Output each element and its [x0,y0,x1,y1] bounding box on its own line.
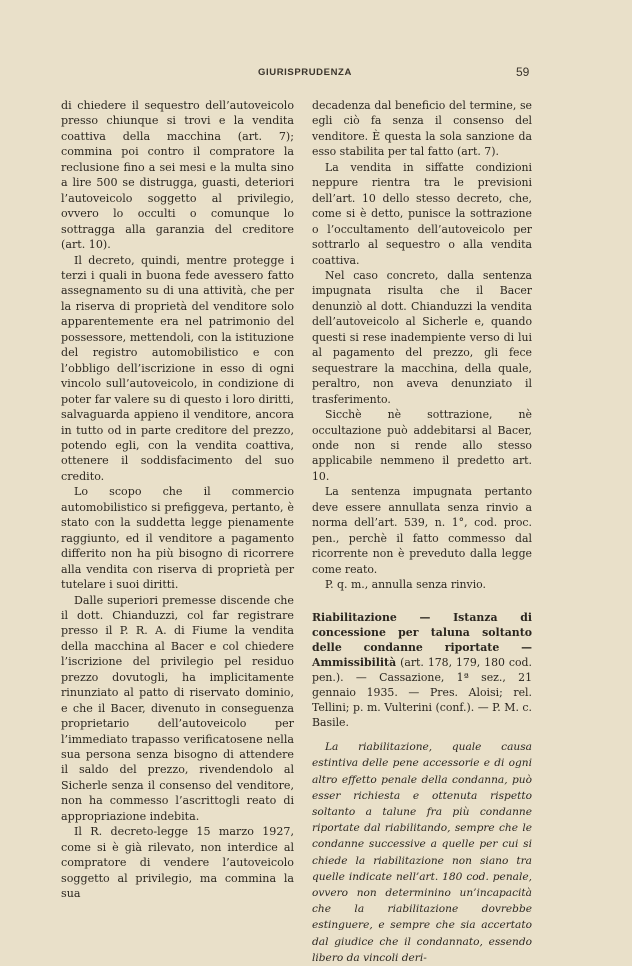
maxim-title: Riabilitazione — Istanza di concessione per taluna soltanto delle condanne riportate — Ammissibilità [312,610,532,669]
page-header [0,66,632,82]
paragraph: La vendita in siffatte condizioni neppure rientra tra le previsioni dell’art. 10 dello stesso decreto, che, come si è detto, punisce la sottrazione o l’occultamento dell’autoveicolo per sottrarlo al sequestro o alla vendita coattiva. [312,160,532,267]
paragraph: La sentenza impugnata pertanto deve essere annullata senza rinvio a norma dell’art. 539, n. 1°, cod. proc. pen., perchè il fatto commesso dal ricorrente non è preveduto dalla legge come reato. [312,485,532,576]
paragraph: P. q. m., annulla senza rinvio. [325,578,487,592]
paragraph: di chiedere il sequestro dell’autoveicolo presso chiunque si trovi e la vendita coattiva della macchina (art. 7); commina poi contro il compratore la reclusione fino a sei mesi e la multa sino a lire 500 se distrugga, guasti, deteriori l’autoveicolo soggetto al privilegio, ovvero lo occulti o comunque lo sottragga alla garanzia del creditore (art. 10). [61,99,294,252]
paragraph: Il decreto, quindi, mentre protegge i terzi i quali in buona fede avessero fatto assegnamento su di una attività, che per la riserva di proprietà del venditore solo apparentemente era nel patrimonio del possessore, mettendoli, con la istituzione del registro automobilistico e con l’obbligo dell’iscrizione in esso di ogni vincolo sull’autoveicolo, in condizione di poter far valere su di questo i loro diritti, salvaguarda appieno il venditore, ancora in tutto od in parte creditore del prezzo, potendo egli, con la vendita coattiva, ottenere il soddisfacimento del suo credito. [61,253,294,483]
paragraph: Il R. decreto-legge 15 marzo 1927, come si è già rilevato, non interdice al compratore di vendere l’autoveicolo soggetto al privilegio, ma commina la sua [61,825,294,901]
left-column [61,98,294,902]
section-gap [312,593,532,610]
paragraph: Nel caso concreto, dalla sentenza impugnata risulta che il Bacer denunziò al dott. Chianduzzi la vendita dell’autoveicolo al Sicherle e, quando questi si rese inadempiente verso di lui al pagamento del prezzo, gli fece sequestrare la macchina, della quale, peraltro, non aveva denunziato il trasferimento. [312,268,532,406]
maxim-heading [312,610,532,731]
paragraph: Dalle superiori premesse discende che il dott. Chianduzzi, col far registrare presso il P. R. A. di Fiume la vendita della macchina al Bacer e col chiedere l’iscrizione del privilegio pel residuo prezzo dovutogli, ha implicitamente rinunziato al patto di riservato dominio, e che il Bacer, divenuto in conseguenza proprietario dell’autoveicolo per l’immediato trapasso verificatosene nella sua persona senza bisogno di attendere il saldo del prezzo, rivendendolo al Sicherle senza il consenso del venditore, non ha commesso l’ascrittogli reato di appropriazione indebita. [61,593,294,823]
right-column [312,98,532,966]
paragraph: Sicchè nè sottrazione, nè occultazione può addebitarsi al Bacer, onde non si rende allo stesso applicabile nemmeno il predetto art. 10. [312,408,532,483]
paragraph: decadenza dal beneficio del termine, se egli ciò fa senza il consenso del venditore. È questa la sola sanzione da esso stabilita per tal fatto (art. 7). [312,99,532,159]
page-number: 59 [516,65,530,79]
maxim-citation: (art. 178, 179, 180 cod. pen.). — Cassazione, 1ª sez., 21 gennaio 1935. — Pres. Aloisi; rel. Tellini; p. m. Vulterini (conf.). — P. M. c. Basile. [312,655,532,730]
paragraph: Lo scopo che il commercio automobilistico si prefiggeva, pertanto, è stato con la suddetta legge pienamente raggiunto, ed il venditore a pagamento differito non ha più bisogno di ricorrere alla vendita con riserva di proprietà per tutelare i suoi diritti. [61,485,294,592]
running-title: GIURISPRUDENZA [258,67,352,78]
maxim-body: La riabilitazione, quale causa estintiva delle pene accessorie e di ogni altro effetto penale della condanna, può esser richiesta e ottenuta rispetto soltanto a talune fra più condanne riportate dal riabilitando, sempre che le condanne successive a quelle per cui si chiede la riabilitazione non siano tra quelle indicate nell’art. 180 cod. penale, ovvero non determinino un’incapacità che la riabilitazione dovrebbe estinguere, e sempre che sia accertato dal giudice che il condannato, essendo libero da vincoli deri- [312,741,532,964]
